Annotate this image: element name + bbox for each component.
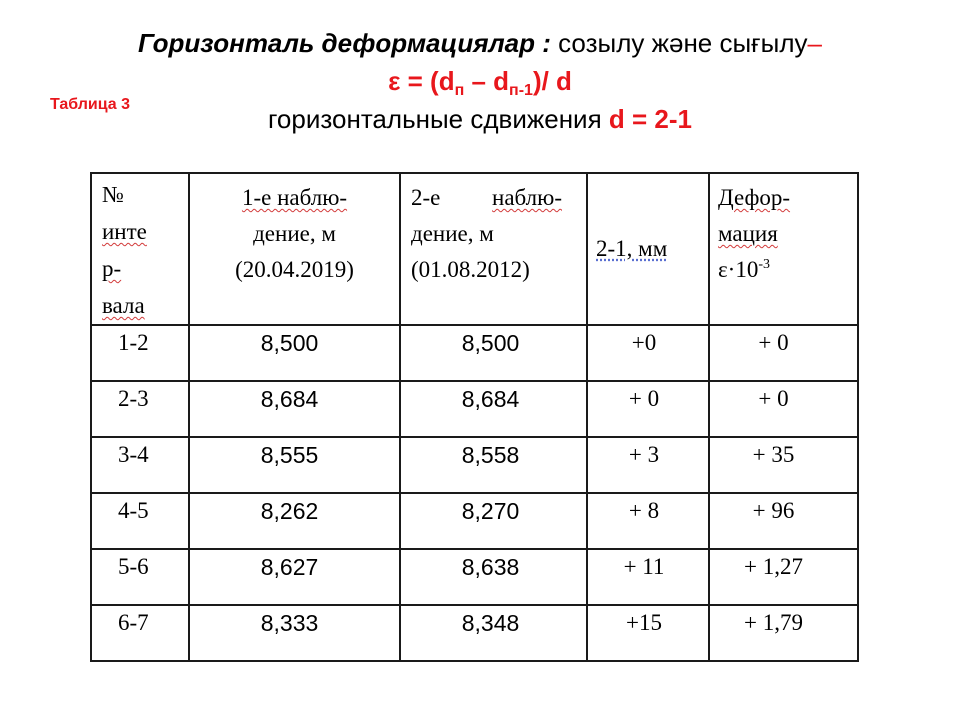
header-interval-line: инте: [102, 219, 147, 244]
header-obs2-line1: [411, 180, 578, 216]
header-difference: [587, 173, 709, 325]
cell-deform: [709, 437, 858, 493]
deform-value: + 0: [758, 330, 789, 355]
interval-value: 6-7: [118, 610, 149, 635]
header-obs2-line2: дение, м: [411, 221, 494, 246]
cell-diff: [587, 493, 709, 549]
shift-label: горизонтальные сдвижения: [268, 104, 609, 134]
cell-interval: [91, 605, 189, 661]
cell-deform: [709, 381, 858, 437]
table-label: Таблица 3: [50, 96, 131, 113]
header-obs1-date: (20.04.2019): [235, 257, 354, 282]
header-observation-1: [189, 173, 400, 325]
cell-diff: [587, 549, 709, 605]
cell-obs2: [400, 493, 587, 549]
obs2-value: 8,348: [461, 609, 520, 636]
cell-obs2: [400, 381, 587, 437]
header-obs2-line1b: наблю-: [492, 185, 562, 210]
title-line-1: [40, 24, 920, 62]
diff-value: + 11: [623, 554, 665, 579]
interval-value: 3-4: [118, 442, 149, 467]
obs1-value: 8,627: [260, 553, 319, 580]
interval-value: 5-6: [118, 554, 149, 579]
diff-value: + 0: [628, 386, 660, 411]
cell-deform: [709, 605, 858, 661]
title-regular-part: созылу және сығылу: [550, 28, 808, 58]
deformation-table: [90, 172, 859, 662]
header-interval-line: р-: [102, 256, 122, 281]
header-deform-line3: [718, 252, 849, 288]
obs1-value: 8,555: [260, 441, 319, 468]
title-bold-part: Горизонталь деформациялар :: [138, 28, 551, 58]
obs2-value: 8,500: [461, 329, 520, 356]
header-deformation: [709, 173, 858, 325]
header-deform-line1: Дефор-: [718, 185, 791, 210]
header-obs1-line1: 1-е наблю-: [241, 185, 348, 210]
obs2-value: 8,270: [461, 497, 520, 524]
table-row: [91, 605, 858, 661]
slide-title: [40, 24, 920, 138]
cell-deform: [709, 493, 858, 549]
cell-obs1: [189, 549, 400, 605]
header-deform-line2: мация: [718, 221, 778, 246]
obs1-value: 8,333: [260, 609, 319, 636]
obs2-value: 8,558: [461, 441, 520, 468]
formula-line: [40, 62, 920, 100]
header-deform-exponent: -3: [758, 257, 770, 272]
header-observation-2: [400, 173, 587, 325]
header-obs1-line2: дение, м: [253, 221, 336, 246]
cell-obs1: [189, 605, 400, 661]
table-row: [91, 381, 858, 437]
formula-subscript-n-1: п-1: [509, 82, 533, 99]
header-obs2-line1a: 2-е: [411, 185, 441, 210]
deform-value: + 96: [752, 498, 795, 523]
table-row: [91, 493, 858, 549]
cell-obs1: [189, 493, 400, 549]
formula-subscript-n: п: [454, 82, 465, 99]
diff-value: + 3: [628, 442, 660, 467]
cell-obs2: [400, 605, 587, 661]
cell-diff: [587, 325, 709, 381]
table-row: [91, 325, 858, 381]
formula-eps: ε = (d: [388, 66, 455, 96]
header-interval-line: вала: [102, 293, 145, 318]
interval-value: 1-2: [118, 330, 149, 355]
diff-value: + 8: [628, 498, 660, 523]
interval-value: 2-3: [118, 386, 149, 411]
deform-value: + 1,27: [744, 554, 803, 579]
header-difference-label: 2-1, мм: [596, 236, 668, 261]
obs1-value: 8,262: [260, 497, 319, 524]
table-row: [91, 437, 858, 493]
cell-diff: [587, 605, 709, 661]
cell-obs1: [189, 381, 400, 437]
deform-value: + 1,79: [744, 610, 803, 635]
header-interval: [91, 173, 189, 325]
deform-value: + 35: [752, 442, 795, 467]
obs2-value: 8,684: [461, 385, 520, 412]
cell-interval: [91, 437, 189, 493]
diff-value: +0: [631, 330, 657, 355]
obs1-value: 8,684: [260, 385, 319, 412]
formula-mid: – d: [464, 66, 510, 96]
cell-obs1: [189, 325, 400, 381]
header-deform-symbol: ε·10: [718, 257, 759, 282]
cell-obs2: [400, 437, 587, 493]
header-interval-line: №: [102, 182, 124, 207]
deform-value: + 0: [758, 386, 789, 411]
formula-end: )/ d: [532, 66, 572, 96]
title-line-3: [40, 100, 920, 138]
table-header-row: [91, 173, 858, 325]
cell-interval: [91, 549, 189, 605]
obs2-value: 8,638: [461, 553, 520, 580]
cell-diff: [587, 381, 709, 437]
cell-obs2: [400, 549, 587, 605]
cell-deform: [709, 325, 858, 381]
diff-value: +15: [626, 610, 662, 635]
cell-interval: [91, 325, 189, 381]
interval-value: 4-5: [118, 498, 149, 523]
header-obs2-date: (01.08.2012): [411, 257, 530, 282]
shift-formula: d = 2-1: [608, 104, 692, 134]
cell-diff: [587, 437, 709, 493]
cell-deform: [709, 549, 858, 605]
table-row: [91, 549, 858, 605]
cell-obs2: [400, 325, 587, 381]
obs1-value: 8,500: [260, 329, 319, 356]
title-dash: –: [807, 28, 822, 58]
cell-obs1: [189, 437, 400, 493]
cell-interval: [91, 493, 189, 549]
cell-interval: [91, 381, 189, 437]
